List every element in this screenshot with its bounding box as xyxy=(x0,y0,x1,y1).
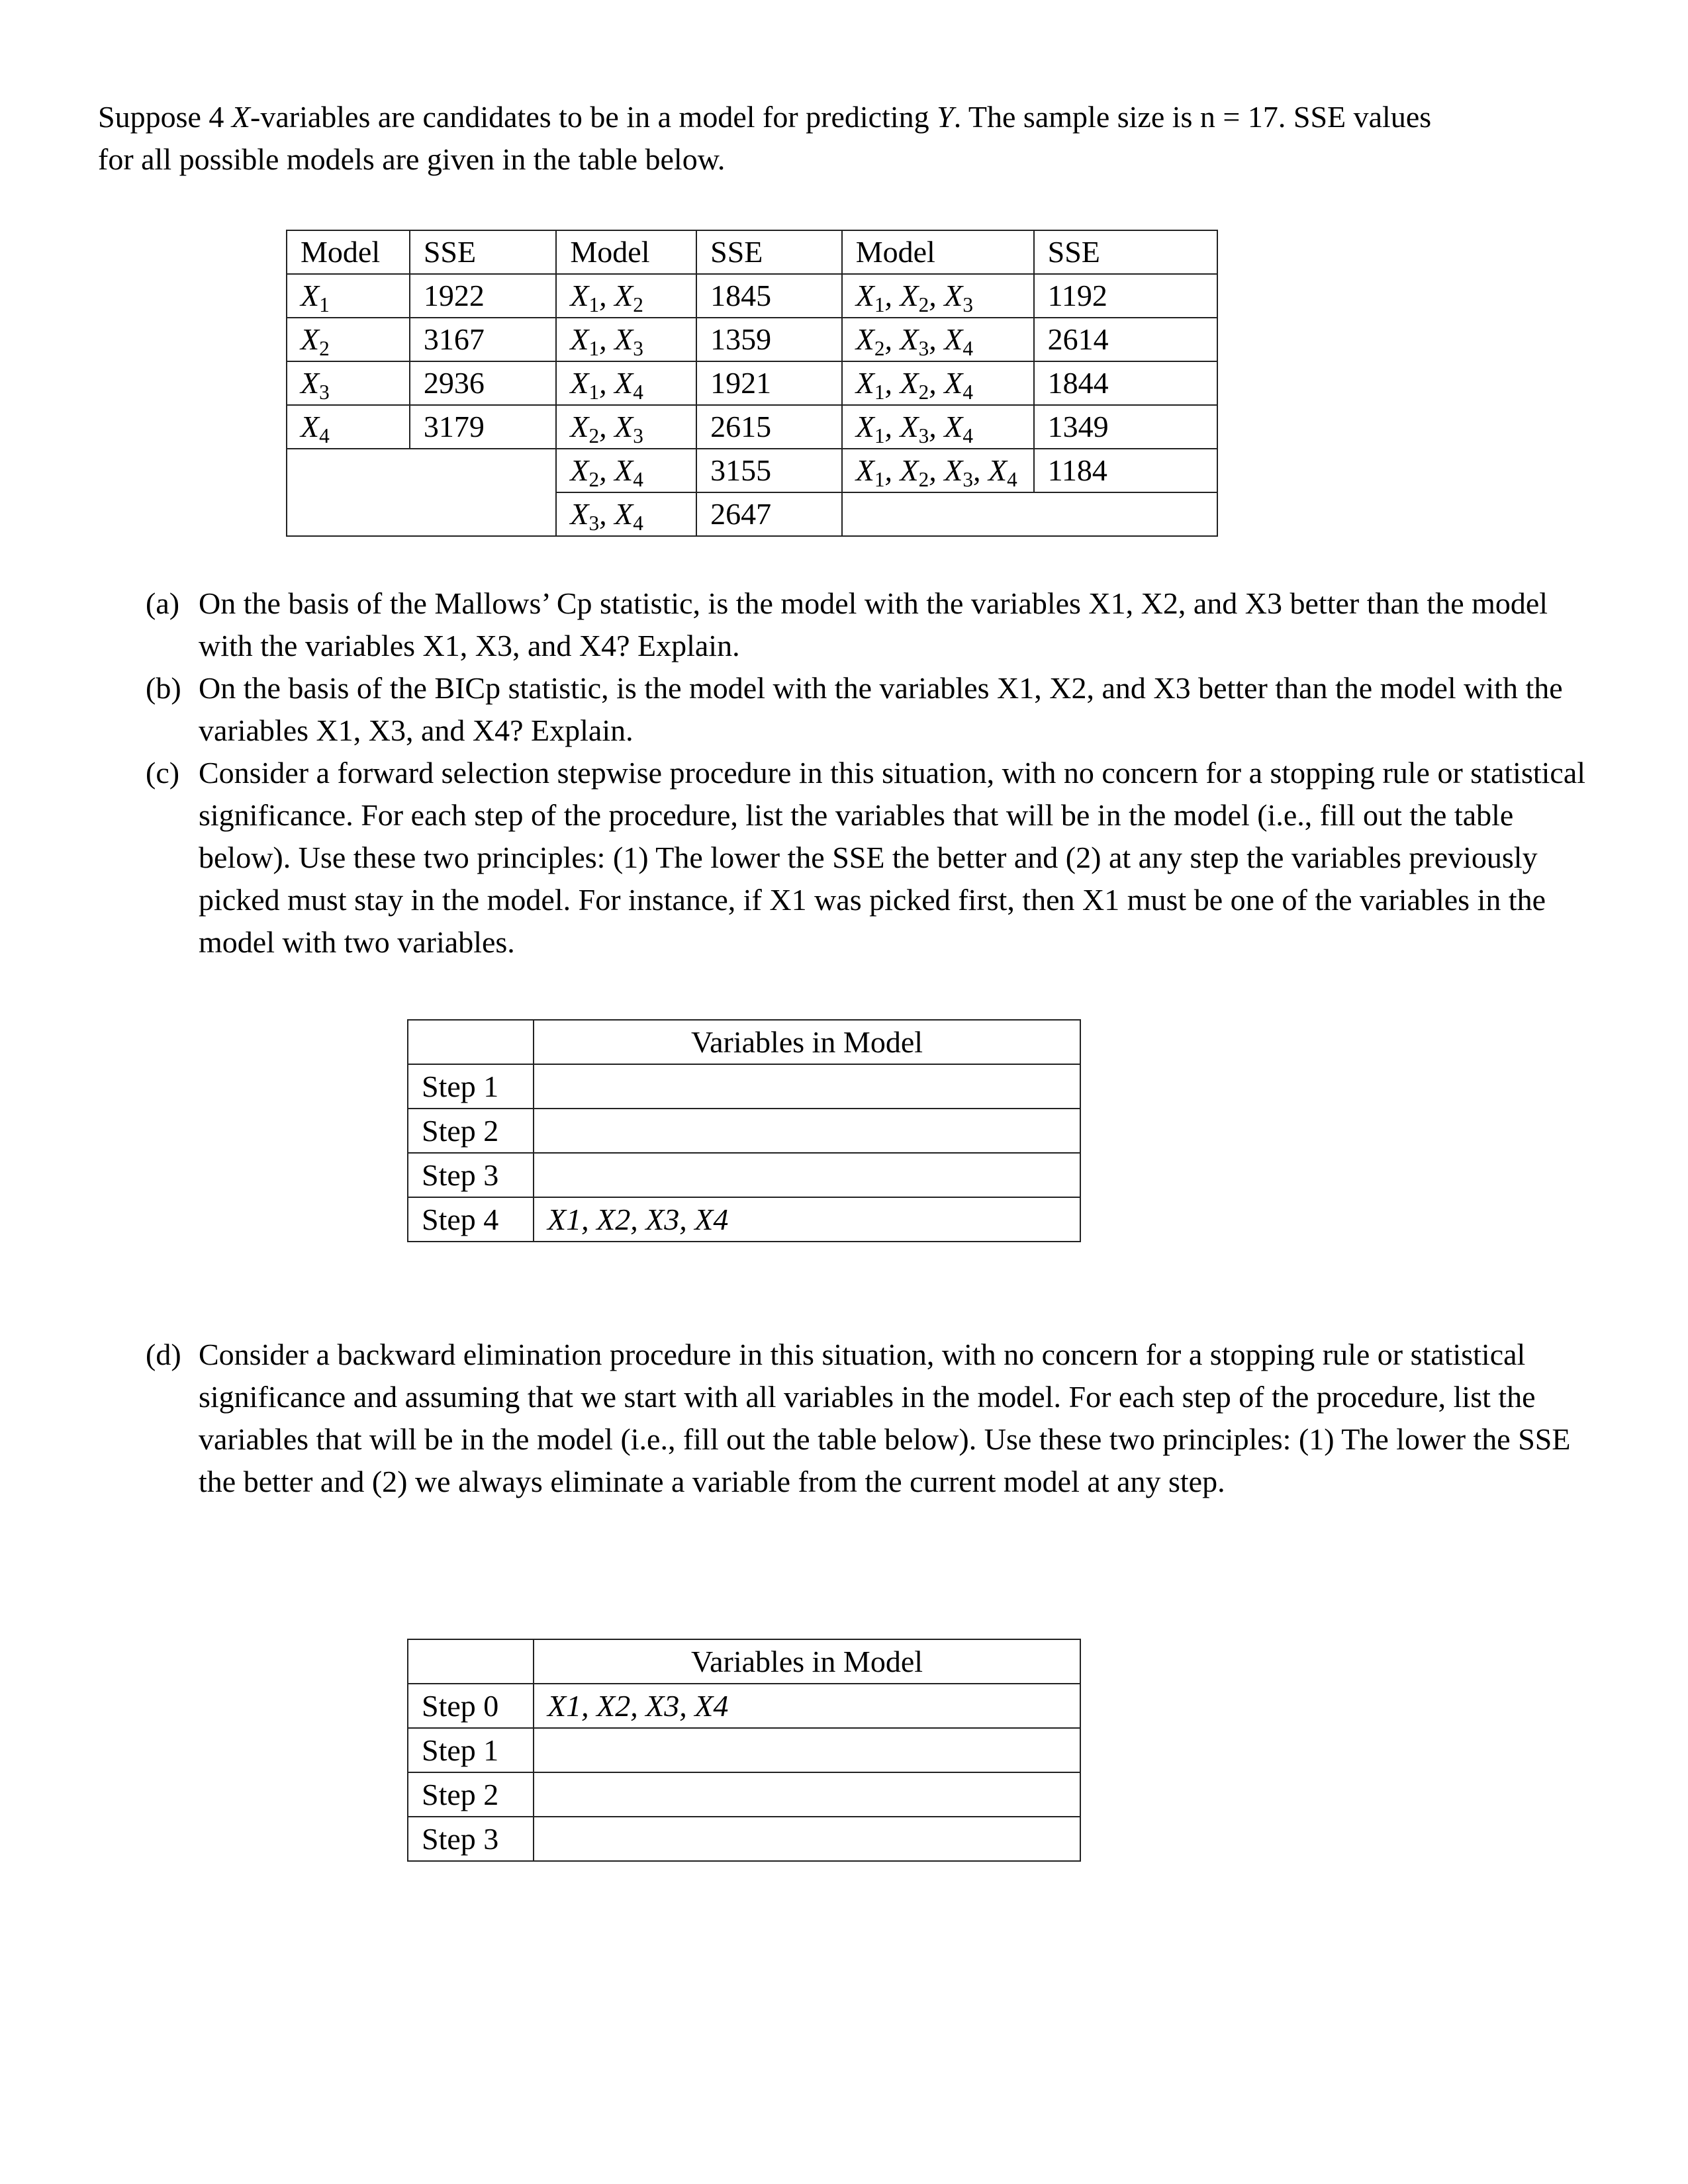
table-row xyxy=(287,361,1217,405)
variables-answer-cell[interactable] xyxy=(534,1153,1080,1197)
sse-cell: 1922 xyxy=(410,274,557,318)
question-label: (a) xyxy=(146,586,180,620)
problem-intro xyxy=(98,96,1594,181)
table-row xyxy=(408,1817,1080,1861)
sse-table xyxy=(286,230,1218,537)
intro-text: -variables are candidates to be in a model for predicting xyxy=(250,100,937,134)
empty-cell xyxy=(842,492,1217,536)
question-a xyxy=(146,582,1602,667)
variables-answer-cell[interactable] xyxy=(534,1109,1080,1153)
variables-answer-cell[interactable] xyxy=(534,1772,1080,1817)
model-cell: $X_1$, $X_2$, $X_3$, $X_4$ xyxy=(842,449,1034,492)
question-d xyxy=(146,1334,1602,1503)
header-sse: SSE xyxy=(410,230,557,274)
table-row xyxy=(408,1197,1080,1242)
intro-x-var: X xyxy=(231,100,251,134)
questions-d xyxy=(146,1334,1602,1503)
step-label: Step 3 xyxy=(408,1153,534,1197)
backward-elimination-table xyxy=(407,1639,1081,1862)
sse-cell: 2615 xyxy=(696,405,842,449)
model-cell: $X_2$, $X_3$ xyxy=(556,405,696,449)
model-cell: $X_1$, $X_3$ xyxy=(556,318,696,361)
empty-cell xyxy=(408,1639,534,1684)
table-row xyxy=(408,1153,1080,1197)
table-row xyxy=(408,1684,1080,1728)
model-cell: $X_3$ xyxy=(287,361,410,405)
sse-cell: 1359 xyxy=(696,318,842,361)
sse-cell: 1349 xyxy=(1034,405,1217,449)
table-row xyxy=(408,1109,1080,1153)
question-c xyxy=(146,752,1602,964)
header-model: Model xyxy=(842,230,1034,274)
sse-cell: 3155 xyxy=(696,449,842,492)
model-cell: $X_1$, $X_2$, $X_4$ xyxy=(842,361,1034,405)
model-cell: $X_1$ xyxy=(287,274,410,318)
forward-selection-table xyxy=(407,1019,1081,1242)
sse-cell: 2936 xyxy=(410,361,557,405)
question-text: On the basis of the BICp statistic, is the model with the variables X1, X2, and X3 better than the model with the variables X1, X3, and X4? Explain. xyxy=(199,671,1563,747)
model-cell: $X_4$ xyxy=(287,405,410,449)
header-model: Model xyxy=(287,230,410,274)
step-table-header-row xyxy=(408,1020,1080,1064)
empty-cell xyxy=(408,1020,534,1064)
question-text: Consider a forward selection stepwise procedure in this situation, with no concern for a stopping rule or statistical significance. For each step of the procedure, list the variables that will be in the model (i.e., fill out the table below). Use these two principles: (1) The lower the SSE the better and (2) at any step the variables previously picked must stay in the model. For instance, if X1 was picked first, then X1 must be one of the variables in the model with two variables. xyxy=(199,756,1586,959)
intro-text: Suppose 4 xyxy=(98,100,232,134)
intro-line-2: for all possible models are given in the table below. xyxy=(98,142,726,176)
step-table-header-row xyxy=(408,1639,1080,1684)
variables-in-model-header: Variables in Model xyxy=(534,1020,1080,1064)
step-label: Step 3 xyxy=(408,1817,534,1861)
intro-y-var: Y xyxy=(937,100,954,134)
variables-in-model-header: Variables in Model xyxy=(534,1639,1080,1684)
sse-table-header-row xyxy=(287,230,1217,274)
table-row xyxy=(287,274,1217,318)
sse-cell: 3167 xyxy=(410,318,557,361)
sse-cell: 1845 xyxy=(696,274,842,318)
variables-cell: X1, X2, X3, X4 xyxy=(534,1197,1080,1242)
step-label: Step 4 xyxy=(408,1197,534,1242)
step-label: Step 2 xyxy=(408,1772,534,1817)
sse-cell: 1184 xyxy=(1034,449,1217,492)
question-text: On the basis of the Mallows’ Cp statistic, is the model with the variables X1, X2, and X3 better than the model with the variables X1, X3, and X4? Explain. xyxy=(199,586,1548,662)
table-row xyxy=(287,449,1217,492)
table-row xyxy=(408,1728,1080,1772)
header-model: Model xyxy=(556,230,696,274)
step-label: Step 0 xyxy=(408,1684,534,1728)
sse-cell: 1921 xyxy=(696,361,842,405)
header-sse: SSE xyxy=(1034,230,1217,274)
sse-cell: 2614 xyxy=(1034,318,1217,361)
table-row xyxy=(287,318,1217,361)
question-label: (b) xyxy=(146,671,181,705)
table-row xyxy=(408,1772,1080,1817)
question-label: (d) xyxy=(146,1338,181,1371)
sse-cell: 1844 xyxy=(1034,361,1217,405)
model-cell: $X_2$, $X_3$, $X_4$ xyxy=(842,318,1034,361)
step-label: Step 1 xyxy=(408,1728,534,1772)
variables-answer-cell[interactable] xyxy=(534,1728,1080,1772)
question-label: (c) xyxy=(146,756,180,790)
model-cell: $X_1$, $X_3$, $X_4$ xyxy=(842,405,1034,449)
model-cell: $X_1$, $X_2$, $X_3$ xyxy=(842,274,1034,318)
variables-cell: X1, X2, X3, X4 xyxy=(534,1684,1080,1728)
model-cell: $X_2$ xyxy=(287,318,410,361)
table-row xyxy=(408,1064,1080,1109)
variables-answer-cell[interactable] xyxy=(534,1817,1080,1861)
model-cell: $X_1$, $X_2$ xyxy=(556,274,696,318)
empty-cell xyxy=(287,449,556,536)
model-cell: $X_3$, $X_4$ xyxy=(556,492,696,536)
intro-line-1 xyxy=(98,96,1594,138)
sse-cell: 1192 xyxy=(1034,274,1217,318)
step-label: Step 1 xyxy=(408,1064,534,1109)
sse-cell: 2647 xyxy=(696,492,842,536)
variables-answer-cell[interactable] xyxy=(534,1064,1080,1109)
question-b xyxy=(146,667,1602,752)
questions-a-c xyxy=(146,582,1602,964)
question-text: Consider a backward elimination procedure in this situation, with no concern for a stopping rule or statistical significance and assuming that we start with all variables in the model. For each step of the procedure, list the variables that will be in the model (i.e., fill out the table below). Use these two principles: (1) The lower the SSE the better and (2) we always eliminate a variable from the current model at any step. xyxy=(199,1338,1571,1498)
step-label: Step 2 xyxy=(408,1109,534,1153)
model-cell: $X_2$, $X_4$ xyxy=(556,449,696,492)
model-cell: $X_1$, $X_4$ xyxy=(556,361,696,405)
sse-cell: 3179 xyxy=(410,405,557,449)
header-sse: SSE xyxy=(696,230,842,274)
table-row xyxy=(287,405,1217,449)
intro-text: . The sample size is n = 17. SSE values xyxy=(953,100,1432,134)
